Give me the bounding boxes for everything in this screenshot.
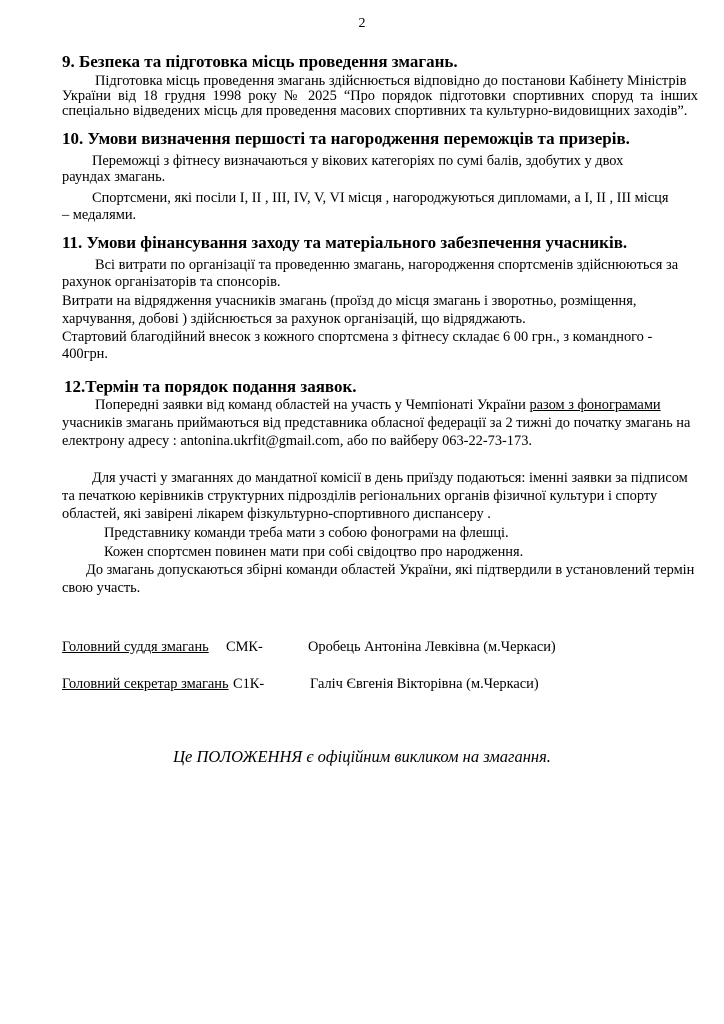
section-11-line-2: рахунок організаторів та спонсорів. — [62, 274, 281, 290]
section-11-line-1: Всі витрати по організації та проведенню змагань, нагородження спортсменів здійснюються за — [95, 257, 679, 273]
chief-secretary-rank: С1К- — [233, 676, 265, 692]
section-12-flash-line: Представнику команди треба мати з собою фонограми на флешці. — [104, 525, 509, 541]
section-12-certificate-line: Кожен спортсмен повинен мати при собі свідоцтво про народження. — [104, 544, 524, 560]
section-10-line-2: раундах змагань. — [62, 169, 166, 185]
section-10-heading: 10. Умови визначення першості та нагородження переможців та призерів. — [62, 129, 630, 148]
closing-statement: Це ПОЛОЖЕННЯ є офіційним викликом на змагання. — [173, 747, 551, 766]
section-12-para2-line-3: областей, які завірені лікарем фізкультурно-спортивного диспансеру . — [62, 506, 491, 522]
section-10-line-1: Переможці з фітнесу визначаються у вікових категоріях по сумі балів, здобутих у двох — [92, 153, 624, 169]
section-9-heading: 9. Безпека та підготовка місць проведення змагань. — [62, 52, 458, 71]
section-9-line-2-text: України від 18 грудня 1998 року № 2025 “Про порядок підготовки спортивних споруд та інших — [62, 88, 698, 104]
section-9-line-3: спеціально відведених місць для проведення масових спортивних та культурно-видовищних заходів”. — [62, 103, 688, 119]
section-12-para2-line-1: Для участі у змаганнях до мандатної комісії в день приїзду подаються: іменні заявки за підписом — [92, 470, 688, 486]
section-12-line-3: електрону адресу : antonina.ukrfit@gmail.com, або по вайберу 063-22-73-173. — [62, 433, 532, 449]
section-11-line-4: харчування, добові ) здійснюється за рахунок організацій, що відряджають. — [62, 311, 526, 327]
chief-judge-rank: СМК- — [226, 639, 263, 655]
section-10-line-3: Спортсмени, які посіли I, II , III, IV, V, VI місця , нагороджуються дипломами, а I, II , III місця — [92, 190, 669, 206]
section-10-line-4: – медалями. — [62, 207, 137, 223]
page-number: 2 — [358, 16, 366, 31]
section-12-para3-line-1: До змагань допускаються збірні команди областей України, які підтвердили в установлений термін — [86, 562, 695, 578]
section-12-para3-line-2: свою участь. — [62, 580, 141, 596]
section-11-line-3: Витрати на відрядження учасників змагань (проїзд до місця змагань і зворотньо, розміщення, — [62, 293, 637, 309]
chief-judge-name: Оробець Антоніна Левківна (м.Черкаси) — [308, 639, 556, 655]
section-11-line-6: 400грн. — [62, 346, 108, 362]
section-11-line-5: Стартовий благодійний внесок з кожного спортсмена з фітнесу складає 6 00 грн., з командного - — [62, 329, 653, 345]
section-11-heading: 11. Умови фінансування заходу та матеріального забезпечення учасників. — [62, 233, 628, 252]
section-9-line-1: Підготовка місць проведення змагань здійснюється відповідно до постанови Кабінету Міністрів — [95, 73, 687, 89]
section-12-line-1-text: Попередні заявки від команд областей на участь у Чемпіонаті України — [95, 397, 530, 413]
section-12-para2-line-2: та печаткою керівників структурних підрозділів регіональних органів фізичної культури і спорту — [62, 488, 658, 504]
chief-secretary-role: Головний секретар змагань — [62, 676, 229, 692]
section-12-line-2: учасників змагань приймаються від представника обласної федерації за 2 тижні до початку змагань на — [62, 415, 691, 431]
chief-secretary-name: Галіч Євгенія Вікторівна (м.Черкаси) — [310, 676, 539, 692]
section-12-heading: 12.Термін та порядок подання заявок. — [64, 377, 357, 396]
section-12-line-1-underlined: разом з фонограмами — [529, 397, 661, 413]
section-12-line-1 — [95, 396, 661, 414]
chief-judge-role: Головний суддя змагань — [62, 639, 209, 655]
